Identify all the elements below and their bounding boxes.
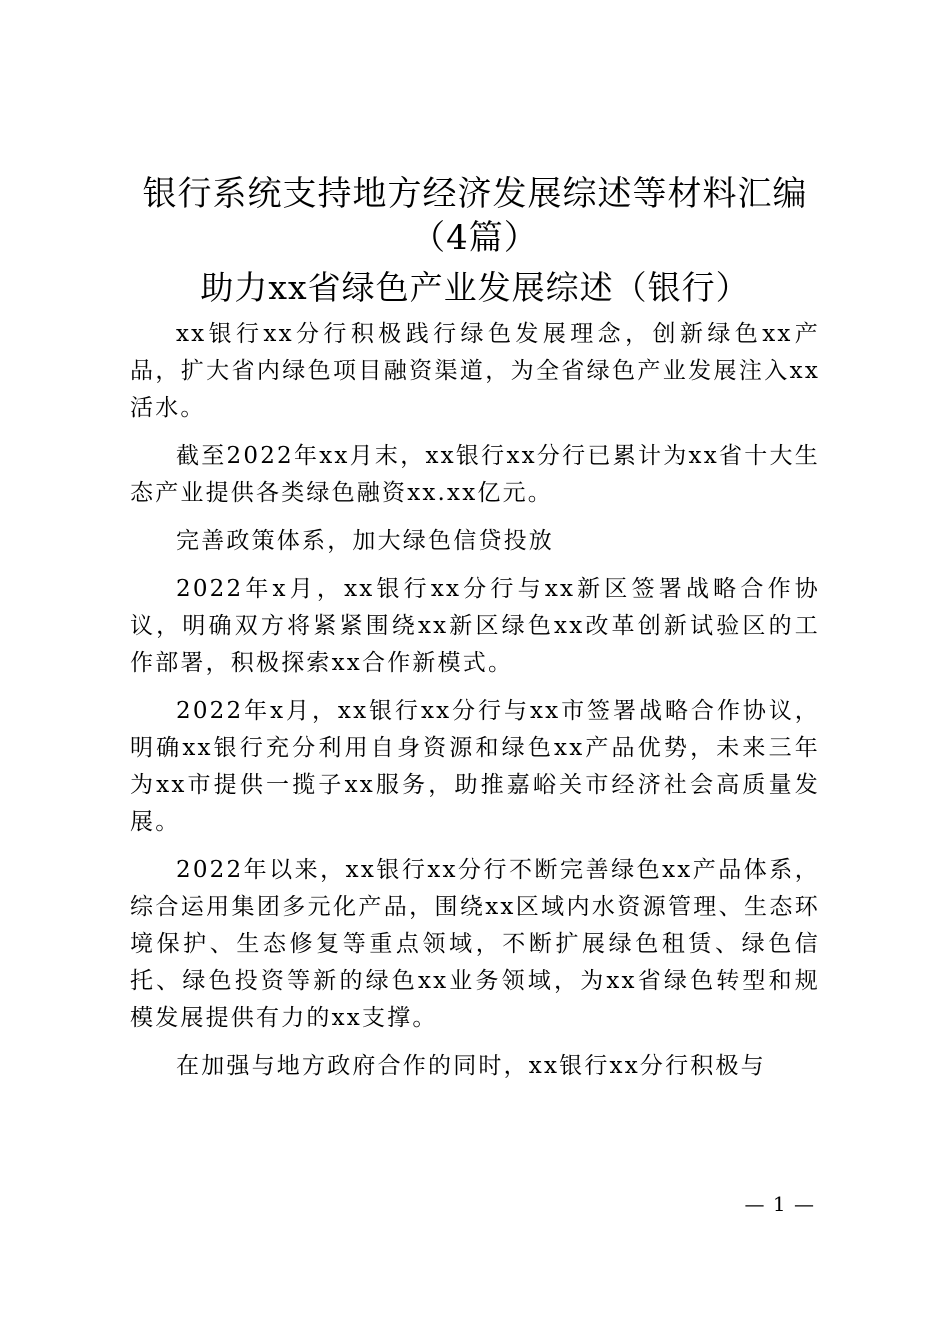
document-title-line-1: 银行系统支持地方经济发展综述等材料汇编: [142, 174, 808, 214]
document-title-line-2: （4篇）: [411, 218, 539, 258]
paragraph-financing-total: 截至2022年xx月末，xx银行xx分行已累计为xx省十大生态产业提供各类绿色融资xx.xx亿元。: [130, 443, 820, 506]
article-subtitle: 助力xx省绿色产业发展综述（银行）: [200, 268, 750, 307]
paragraph-city-agreement: 2022年x月，xx银行xx分行与xx市签署战略合作协议，明确xx银行充分利用自身资源和绿色xx产品优势，未来三年为xx市提供一揽子xx服务，助推嘉峪关市经济社会高质量发展。: [130, 698, 820, 835]
page-number: — 1 —: [744, 1192, 815, 1216]
paragraph-cooperation: 在加强与地方政府合作的同时，xx银行xx分行积极与: [176, 1053, 766, 1079]
paragraph-product-system: 2022年以来，xx银行xx分行不断完善绿色xx产品体系，综合运用集团多元化产品，围绕xx区域内水资源管理、生态环境保护、生态修复等重点领域，不断扩展绿色租赁、绿色信托、绿色投资等新的绿色xx业务领域，为xx省绿色转型和规模发展提供有力的xx支撑。: [130, 857, 820, 1031]
article-body: [130, 316, 820, 1096]
section-heading-policy: 完善政策体系，加大绿色信贷投放: [176, 528, 554, 554]
paragraph-new-district-agreement: 2022年x月，xx银行xx分行与xx新区签署战略合作协议，明确双方将紧紧围绕xx新区绿色xx改革创新试验区的工作部署，积极探索xx合作新模式。: [130, 576, 820, 676]
paragraph-intro: xx银行xx分行积极践行绿色发展理念，创新绿色xx产品，扩大省内绿色项目融资渠道，为全省绿色产业发展注入xx活水。: [130, 321, 820, 421]
